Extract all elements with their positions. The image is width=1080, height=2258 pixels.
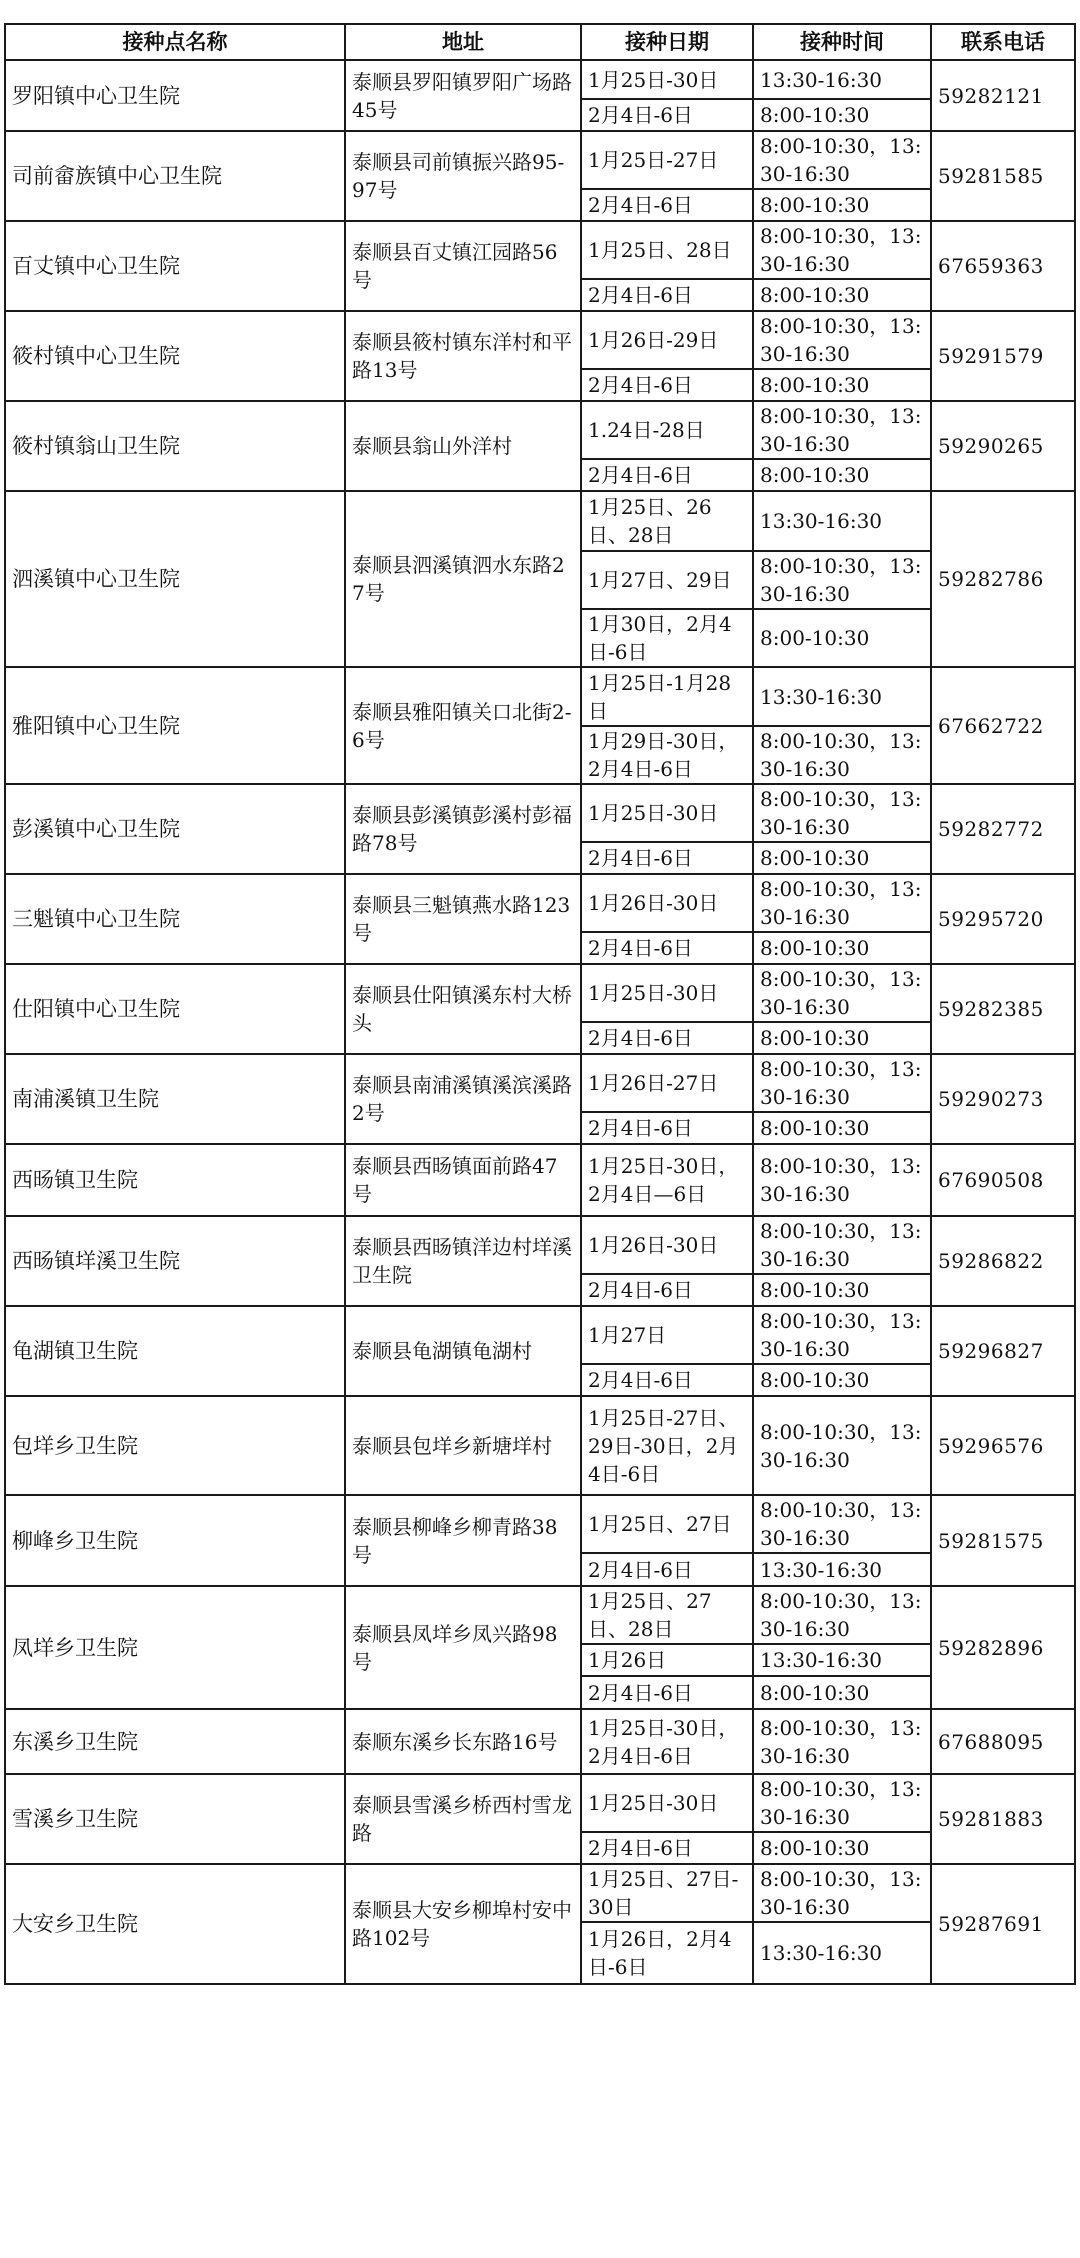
date-cell: 1月25日-30日 <box>581 964 753 1022</box>
site-name-cell: 彭溪镇中心卫生院 <box>5 784 345 874</box>
time-cell: 8:00-10:30 <box>753 99 931 131</box>
address-cell: 泰顺县百丈镇江园路56号 <box>345 221 581 311</box>
site-name-cell: 包垟乡卫生院 <box>5 1396 345 1495</box>
address-cell: 泰顺县龟湖镇龟湖村 <box>345 1306 581 1396</box>
table-row <box>5 1306 1075 1364</box>
date-cell: 1.24日-28日 <box>581 401 753 459</box>
date-cell: 2月4日-6日 <box>581 189 753 221</box>
time-cell: 8:00-10:30 <box>753 1022 931 1054</box>
table-row <box>5 1774 1075 1832</box>
time-cell: 8:00-10:30 <box>753 609 931 667</box>
site-name-cell: 三魁镇中心卫生院 <box>5 874 345 964</box>
table-row <box>5 1396 1075 1495</box>
table-row <box>5 667 1075 726</box>
time-cell: 8:00-10:30，13:30-16:30 <box>753 131 931 189</box>
date-cell: 2月4日-6日 <box>581 842 753 874</box>
date-cell: 1月26日，2月4日-6日 <box>581 1922 753 1984</box>
site-name-cell: 百丈镇中心卫生院 <box>5 221 345 311</box>
date-cell: 1月27日 <box>581 1306 753 1364</box>
table-row <box>5 874 1075 932</box>
address-cell: 泰顺县泗溪镇泗水东路27号 <box>345 491 581 667</box>
table-row <box>5 1709 1075 1774</box>
time-cell: 8:00-10:30 <box>753 279 931 311</box>
site-name-cell: 雅阳镇中心卫生院 <box>5 667 345 784</box>
phone-cell: 59290265 <box>931 401 1075 491</box>
date-cell: 1月26日 <box>581 1644 753 1676</box>
site-name-cell: 雪溪乡卫生院 <box>5 1774 345 1864</box>
date-cell: 1月27日、29日 <box>581 551 753 609</box>
date-cell: 2月4日-6日 <box>581 1022 753 1054</box>
table-row <box>5 784 1075 842</box>
date-cell: 1月25日、27日 <box>581 1495 753 1553</box>
site-name-cell: 罗阳镇中心卫生院 <box>5 60 345 131</box>
table-row <box>5 131 1075 189</box>
date-cell: 1月25日、28日 <box>581 221 753 279</box>
date-cell: 2月4日-6日 <box>581 932 753 964</box>
date-cell: 1月25日-30日，2月4日—6日 <box>581 1144 753 1216</box>
table-row <box>5 964 1075 1022</box>
date-cell: 1月30日，2月4日-6日 <box>581 609 753 667</box>
table-row <box>5 1586 1075 1644</box>
phone-cell: 67688095 <box>931 1709 1075 1774</box>
site-name-cell: 西旸镇卫生院 <box>5 1144 345 1216</box>
time-cell: 8:00-10:30，13:30-16:30 <box>753 401 931 459</box>
time-cell: 13:30-16:30 <box>753 667 931 726</box>
phone-cell: 59282786 <box>931 491 1075 667</box>
address-cell: 泰顺县凤垟乡凤兴路98号 <box>345 1586 581 1709</box>
date-cell: 1月25日-30日 <box>581 60 753 99</box>
address-cell: 泰顺县罗阳镇罗阳广场路45号 <box>345 60 581 131</box>
phone-cell: 59287691 <box>931 1864 1075 1984</box>
site-name-cell: 东溪乡卫生院 <box>5 1709 345 1774</box>
site-name-cell: 凤垟乡卫生院 <box>5 1586 345 1709</box>
date-cell: 1月25日-30日 <box>581 1774 753 1832</box>
header-site-name: 接种点名称 <box>5 24 345 60</box>
time-cell: 8:00-10:30 <box>753 1364 931 1396</box>
time-cell: 8:00-10:30，13:30-16:30 <box>753 964 931 1022</box>
time-cell: 8:00-10:30，13:30-16:30 <box>753 726 931 784</box>
time-cell: 8:00-10:30，13:30-16:30 <box>753 221 931 279</box>
site-name-cell: 司前畲族镇中心卫生院 <box>5 131 345 221</box>
time-cell: 8:00-10:30，13:30-16:30 <box>753 1054 931 1112</box>
phone-cell: 59291579 <box>931 311 1075 401</box>
date-cell: 2月4日-6日 <box>581 279 753 311</box>
address-cell: 泰顺县筱村镇东洋村和平路13号 <box>345 311 581 401</box>
time-cell: 8:00-10:30 <box>753 1274 931 1306</box>
date-cell: 2月4日-6日 <box>581 459 753 491</box>
time-cell: 8:00-10:30 <box>753 1112 931 1144</box>
date-cell: 2月4日-6日 <box>581 1364 753 1396</box>
time-cell: 13:30-16:30 <box>753 491 931 551</box>
time-cell: 8:00-10:30 <box>753 189 931 221</box>
phone-cell: 59282121 <box>931 60 1075 131</box>
time-cell: 8:00-10:30，13:30-16:30 <box>753 1864 931 1922</box>
phone-cell: 67662722 <box>931 667 1075 784</box>
date-cell: 2月4日-6日 <box>581 1676 753 1709</box>
time-cell: 8:00-10:30 <box>753 932 931 964</box>
address-cell: 泰顺县西旸镇面前路47号 <box>345 1144 581 1216</box>
date-cell: 1月25日-30日 <box>581 784 753 842</box>
table-row <box>5 221 1075 279</box>
date-cell: 2月4日-6日 <box>581 369 753 401</box>
time-cell: 8:00-10:30，13:30-16:30 <box>753 874 931 932</box>
date-cell: 2月4日-6日 <box>581 1832 753 1864</box>
table-row <box>5 1864 1075 1922</box>
table-row <box>5 1216 1075 1274</box>
date-cell: 1月26日-27日 <box>581 1054 753 1112</box>
vaccination-schedule-table <box>4 23 1076 1985</box>
site-name-cell: 南浦溪镇卫生院 <box>5 1054 345 1144</box>
table-row <box>5 401 1075 459</box>
header-phone: 联系电话 <box>931 24 1075 60</box>
time-cell: 8:00-10:30 <box>753 1832 931 1864</box>
date-cell: 1月25日、27日-30日 <box>581 1864 753 1922</box>
site-name-cell: 龟湖镇卫生院 <box>5 1306 345 1396</box>
date-cell: 1月26日-30日 <box>581 874 753 932</box>
site-name-cell: 筱村镇翁山卫生院 <box>5 401 345 491</box>
phone-cell: 59281585 <box>931 131 1075 221</box>
table-row <box>5 1495 1075 1553</box>
time-cell: 8:00-10:30 <box>753 842 931 874</box>
address-cell: 泰顺县大安乡柳埠村安中路102号 <box>345 1864 581 1984</box>
time-cell: 13:30-16:30 <box>753 1644 931 1676</box>
date-cell: 2月4日-6日 <box>581 1274 753 1306</box>
time-cell: 8:00-10:30，13:30-16:30 <box>753 1144 931 1216</box>
header-date: 接种日期 <box>581 24 753 60</box>
date-cell: 1月25日-27日 <box>581 131 753 189</box>
time-cell: 8:00-10:30，13:30-16:30 <box>753 1774 931 1832</box>
phone-cell: 67659363 <box>931 221 1075 311</box>
address-cell: 泰顺县柳峰乡柳青路38号 <box>345 1495 581 1586</box>
date-cell: 1月25日-30日，2月4日-6日 <box>581 1709 753 1774</box>
phone-cell: 67690508 <box>931 1144 1075 1216</box>
table-row <box>5 1054 1075 1112</box>
address-cell: 泰顺县西旸镇洋边村垟溪卫生院 <box>345 1216 581 1306</box>
time-cell: 13:30-16:30 <box>753 1553 931 1586</box>
phone-cell: 59282772 <box>931 784 1075 874</box>
header-row <box>5 24 1075 60</box>
address-cell: 泰顺县雪溪乡桥西村雪龙路 <box>345 1774 581 1864</box>
table-row <box>5 491 1075 551</box>
time-cell: 8:00-10:30，13:30-16:30 <box>753 311 931 369</box>
date-cell: 2月4日-6日 <box>581 99 753 131</box>
date-cell: 1月29日-30日，2月4日-6日 <box>581 726 753 784</box>
date-cell: 1月26日-29日 <box>581 311 753 369</box>
phone-cell: 59282896 <box>931 1586 1075 1709</box>
header-time: 接种时间 <box>753 24 931 60</box>
address-cell: 泰顺县彭溪镇彭溪村彭福路78号 <box>345 784 581 874</box>
time-cell: 8:00-10:30，13:30-16:30 <box>753 1586 931 1644</box>
address-cell: 泰顺县南浦溪镇溪滨溪路2号 <box>345 1054 581 1144</box>
date-cell: 2月4日-6日 <box>581 1112 753 1144</box>
time-cell: 8:00-10:30，13:30-16:30 <box>753 551 931 609</box>
time-cell: 8:00-10:30 <box>753 369 931 401</box>
time-cell: 8:00-10:30 <box>753 1676 931 1709</box>
address-cell: 泰顺县翁山外洋村 <box>345 401 581 491</box>
site-name-cell: 泗溪镇中心卫生院 <box>5 491 345 667</box>
address-cell: 泰顺县雅阳镇关口北街2-6号 <box>345 667 581 784</box>
phone-cell: 59282385 <box>931 964 1075 1054</box>
address-cell: 泰顺东溪乡长东路16号 <box>345 1709 581 1774</box>
table-row <box>5 60 1075 99</box>
date-cell: 1月25日、26日、28日 <box>581 491 753 551</box>
header-address: 地址 <box>345 24 581 60</box>
phone-cell: 59286822 <box>931 1216 1075 1306</box>
time-cell: 8:00-10:30，13:30-16:30 <box>753 1495 931 1553</box>
phone-cell: 59296827 <box>931 1306 1075 1396</box>
address-cell: 泰顺县仕阳镇溪东村大桥头 <box>345 964 581 1054</box>
date-cell: 1月25日、27日、28日 <box>581 1586 753 1644</box>
site-name-cell: 仕阳镇中心卫生院 <box>5 964 345 1054</box>
phone-cell: 59281575 <box>931 1495 1075 1586</box>
time-cell: 13:30-16:30 <box>753 1922 931 1984</box>
site-name-cell: 筱村镇中心卫生院 <box>5 311 345 401</box>
table-row <box>5 1144 1075 1216</box>
date-cell: 1月26日-30日 <box>581 1216 753 1274</box>
address-cell: 泰顺县包垟乡新塘垟村 <box>345 1396 581 1495</box>
date-cell: 1月25日-1月28日 <box>581 667 753 726</box>
time-cell: 8:00-10:30 <box>753 459 931 491</box>
phone-cell: 59295720 <box>931 874 1075 964</box>
address-cell: 泰顺县司前镇振兴路95-97号 <box>345 131 581 221</box>
date-cell: 1月25日-27日、29日-30日，2月4日-6日 <box>581 1396 753 1495</box>
time-cell: 8:00-10:30，13:30-16:30 <box>753 1306 931 1364</box>
time-cell: 13:30-16:30 <box>753 60 931 99</box>
time-cell: 8:00-10:30，13:30-16:30 <box>753 784 931 842</box>
date-cell: 2月4日-6日 <box>581 1553 753 1586</box>
time-cell: 8:00-10:30，13:30-16:30 <box>753 1216 931 1274</box>
table-body <box>5 60 1075 1984</box>
time-cell: 8:00-10:30，13:30-16:30 <box>753 1396 931 1495</box>
address-cell: 泰顺县三魁镇燕水路123号 <box>345 874 581 964</box>
table-row <box>5 311 1075 369</box>
site-name-cell: 大安乡卫生院 <box>5 1864 345 1984</box>
time-cell: 8:00-10:30，13:30-16:30 <box>753 1709 931 1774</box>
phone-cell: 59296576 <box>931 1396 1075 1495</box>
phone-cell: 59281883 <box>931 1774 1075 1864</box>
phone-cell: 59290273 <box>931 1054 1075 1144</box>
site-name-cell: 西旸镇垟溪卫生院 <box>5 1216 345 1306</box>
site-name-cell: 柳峰乡卫生院 <box>5 1495 345 1586</box>
